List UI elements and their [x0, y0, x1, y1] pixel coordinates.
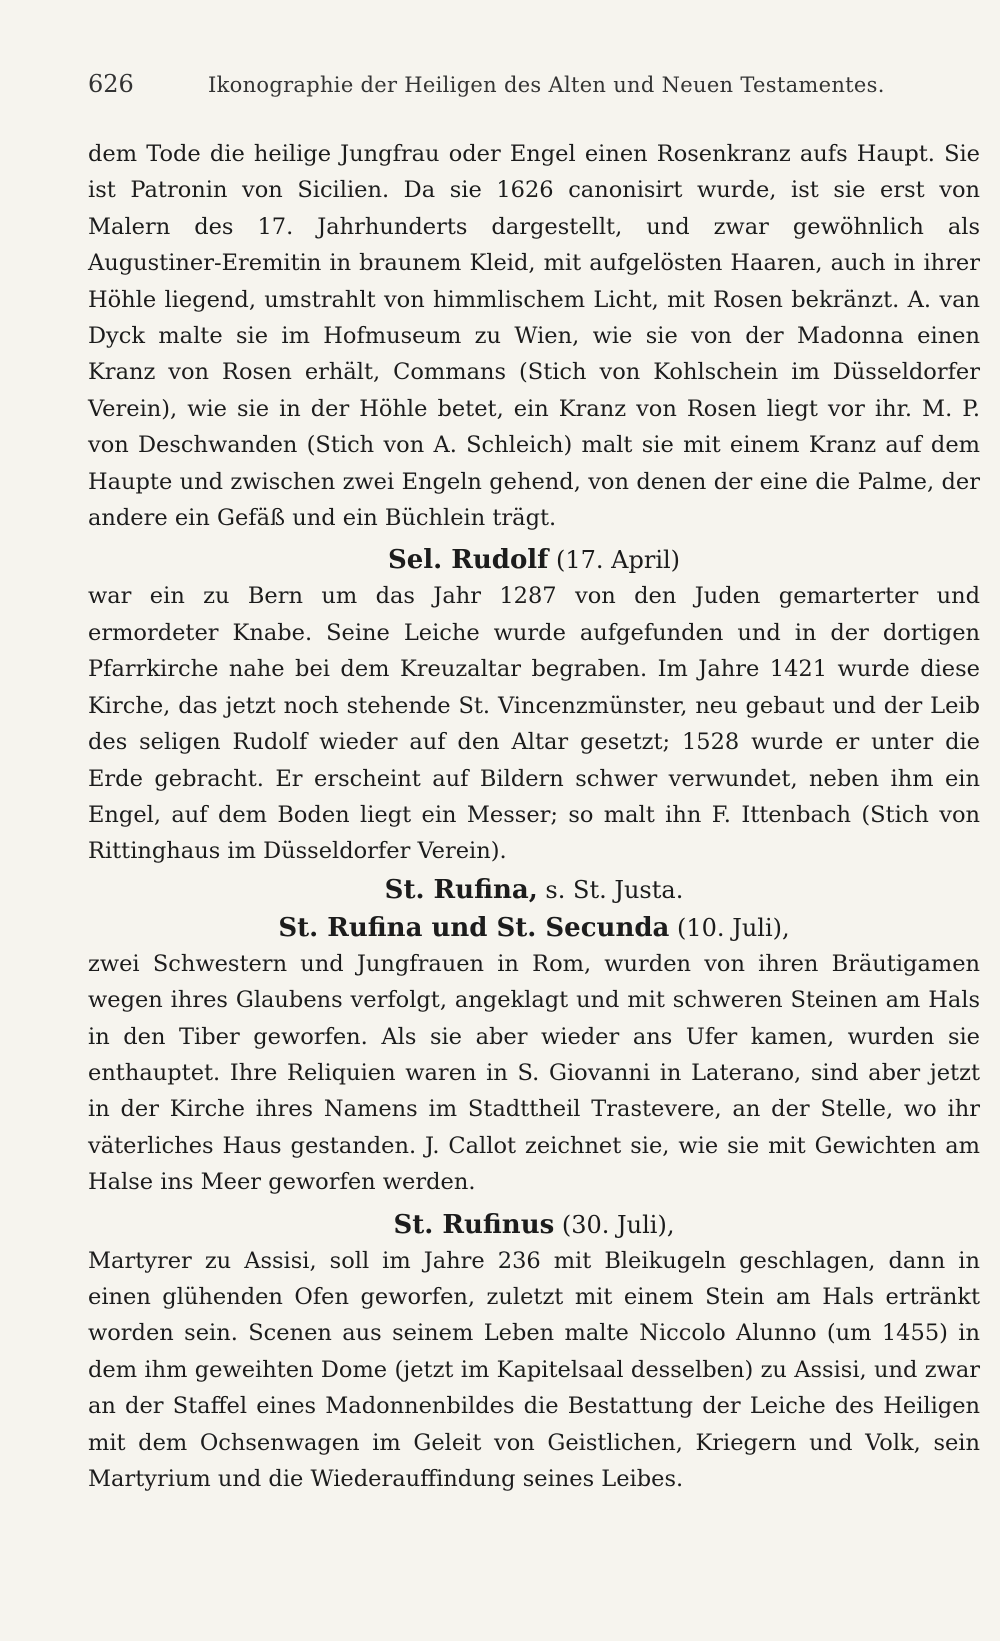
page-number: 626 — [88, 70, 134, 98]
rufina-secunda-heading — [88, 910, 980, 946]
rufina-secunda-heading-date: (10. Juli), — [677, 913, 790, 942]
rudolf-heading-date: (17. April) — [556, 546, 681, 575]
rudolf-heading-name: Sel. Rudolf — [387, 545, 549, 576]
rosalia-continuation-paragraph: dem Tode die heilige Jungfrau oder Engel einen Rosenkranz aufs Haupt. Sie ist Patronin von Sicilien. Da sie 1626 canonisirt wurde, ist sie erst von Malern des 17. Jahrhunderts dargestellt, und zwar gewöhnlich als Augustiner-Eremitin in braunem Kleid, mit aufgelösten Haaren, auch in ihrer Höhle liegend, umstrahlt von himmlischem Licht, mit Rosen bekränzt. A. van Dyck malte sie im Hofmuseum zu Wien, wie sie von der Madonna einen Kranz von Rosen erhält, Commans (Stich von Kohlschein im Düsseldorfer Verein), wie sie in der Höhle betet, ein Kranz von Rosen liegt vor ihr. M. P. von Deschwanden (Stich von A. Schleich) malt sie mit einem Kranz auf dem Haupte und zwischen zwei Engeln gehend, von denen der eine die Palme, der andere ein Gefäß und ein Büchlein trägt. — [88, 141, 980, 532]
rufinus-heading-date: (30. Juli), — [561, 1210, 675, 1239]
rufina-reference-crossref: s. St. Justa. — [545, 875, 684, 904]
rufinus-paragraph: Martyrer zu Assisi, soll im Jahre 236 mit Bleikugeln geschlagen, dann in einen glühenden Ofen geworfen, zuletzt mit einem Stein am Hals ertränkt worden sein. Scenen aus seinem Leben malte Niccolo Alunno (um 1455) in dem ihm geweihten Dome (jetzt im Kapitelsaal desselben) zu Assisi, und zwar an der Staffel eines Madonnenbildes die Bestattung der Leiche des Heiligen mit dem Ochsenwagen im Geleit von Geistlichen, Kriegern und Volk, sein Martyrium und die Wiederauffindung seines Leibes. — [88, 1247, 980, 1492]
rufinus-heading-name: St. Rufinus — [393, 1209, 555, 1240]
rudolf-heading — [88, 542, 980, 578]
rufina-reference-name: St. Rufina, — [384, 874, 538, 905]
rufina-secunda-paragraph: zwei Schwestern und Jungfrauen in Rom, wurden von ihren Bräutigamen wegen ihres Glaubens verfolgt, angeklagt und mit schweren Steinen am Hals in den Tiber geworfen. Als sie aber wieder ans Ufer kamen, wurden sie enthauptet. Ihre Reliquien waren in S. Giovanni in Laterano, sind aber jetzt in der Kirche ihres Namens im Stadttheil Trastevere, an der Stelle, wo ihr väterliches Haus gestanden. J. Callot zeichnet sie, wie sie mit Gewichten am Halse ins Meer geworfen werden. — [88, 950, 980, 1196]
running-head: Ikonographie der Heiligen des Alten und Neuen Testamentes. — [208, 73, 885, 97]
rufina-reference-heading — [88, 872, 980, 908]
rufina-secunda-heading-name: St. Rufina und St. Secunda — [278, 912, 670, 943]
rufinus-heading — [88, 1207, 980, 1243]
rudolf-paragraph: war ein zu Bern um das Jahr 1287 von den Juden gemarterter und ermordeter Knabe. Seine Leiche wurde aufgefunden und in der dortigen Pfarrkirche nahe bei dem Kreuzaltar begraben. Im Jahre 1421 wurde diese Kirche, das jetzt noch stehende St. Vincenzmünster, neu gebaut und der Leib des seligen Rudolf wieder auf den Altar gesetzt; 1528 wurde er unter die Erde gebracht. Er erscheint auf Bildern schwer verwundet, neben ihm ein Engel, auf dem Boden liegt ein Messer; so malt ihn F. Ittenbach (Stich von Rittinghaus im Düsseldorfer Verein). — [88, 583, 980, 865]
page-header — [88, 70, 980, 114]
